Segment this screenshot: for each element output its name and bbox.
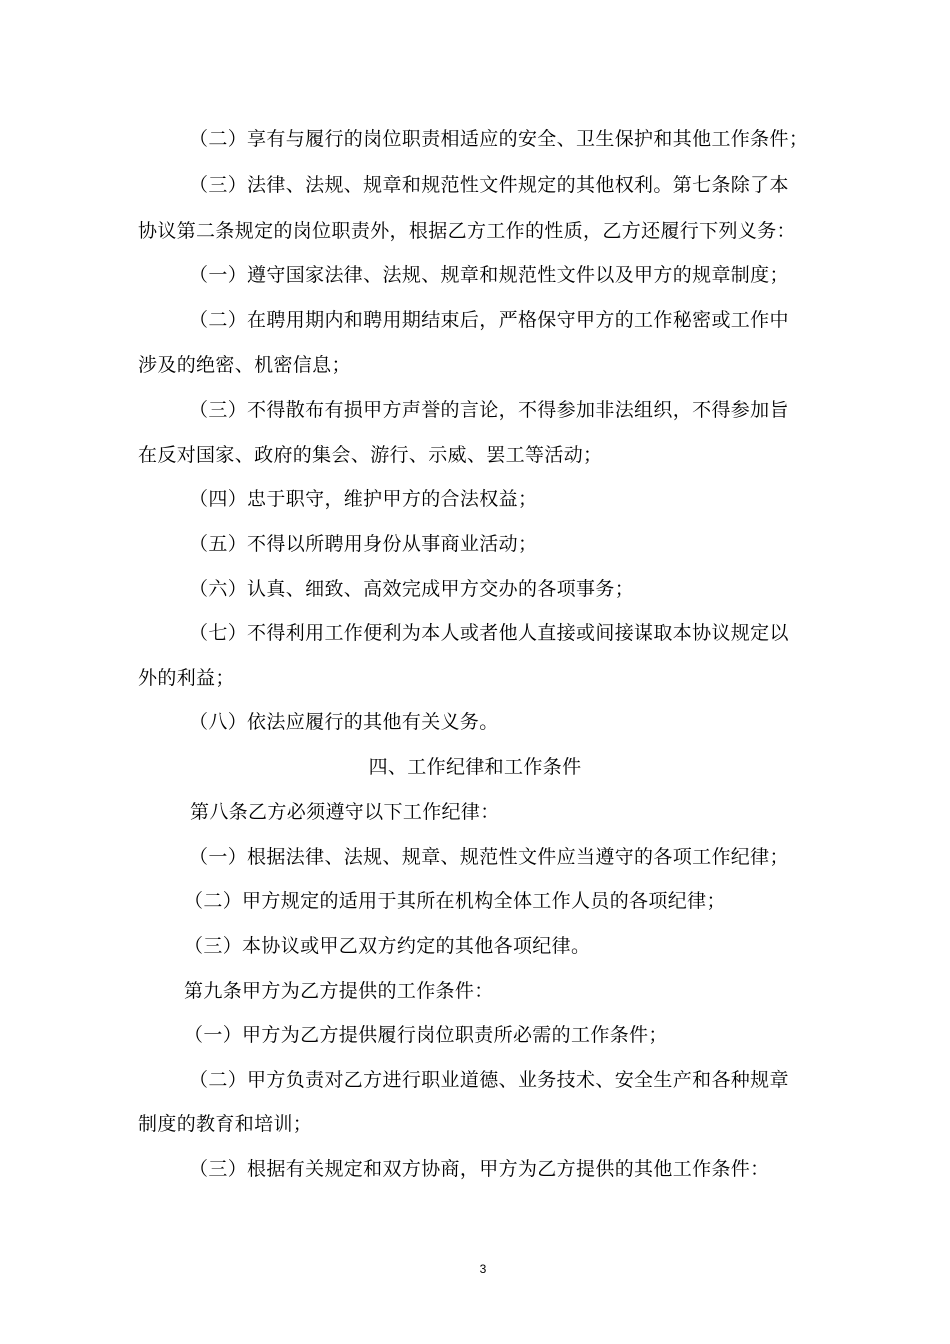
text-line: （二）甲方规定的适用于其所在机构全体工作人员的各项纪律； xyxy=(184,890,726,912)
text-line: （一）甲方为乙方提供履行岗位职责所必需的工作条件； xyxy=(184,1024,668,1046)
text-line: （三）根据有关规定和双方协商，甲方为乙方提供的其他工作条件： xyxy=(189,1158,770,1180)
text-line: 在反对国家、政府的集会、游行、示威、罢工等活动； xyxy=(138,444,603,466)
text-line: （一）遵守国家法律、法规、规章和规范性文件以及甲方的规章制度； xyxy=(189,264,789,286)
text-line: （三）法律、法规、规章和规范性文件规定的其他权利。第七条除了本 xyxy=(189,174,789,196)
text-line: 第九条甲方为乙方提供的工作条件： xyxy=(184,980,494,1002)
text-line: 第八条乙方必须遵守以下工作纪律： xyxy=(190,801,500,823)
text-line: （一）根据法律、法规、规章、规范性文件应当遵守的各项工作纪律； xyxy=(189,846,789,868)
text-line: 协议第二条规定的岗位职责外，根据乙方工作的性质，乙方还履行下列义务： xyxy=(138,220,796,242)
text-line: （三）本协议或甲乙双方约定的其他各项纪律。 xyxy=(184,935,591,957)
text-line: （六）认真、细致、高效完成甲方交办的各项事务； xyxy=(189,578,635,600)
text-line: （八）依法应履行的其他有关义务。 xyxy=(189,711,499,733)
section-heading: 四、工作纪律和工作条件 xyxy=(368,756,582,778)
text-line: 制度的教育和培训； xyxy=(138,1113,313,1135)
text-line: 外的利益； xyxy=(138,667,235,689)
text-line: （五）不得以所聘用身份从事商业活动； xyxy=(189,533,538,555)
text-line: （二）在聘用期内和聘用期结束后，严格保守甲方的工作秘密或工作中 xyxy=(189,309,789,331)
text-line: （四）忠于职守，维护甲方的合法权益； xyxy=(189,488,538,510)
page-number: 3 xyxy=(479,1262,487,1276)
text-line: （二）甲方负责对乙方进行职业道德、业务技术、安全生产和各种规章 xyxy=(189,1069,789,1091)
text-line: 涉及的绝密、机密信息； xyxy=(138,354,351,376)
text-line: （二）享有与履行的岗位职责相适应的安全、卫生保护和其他工作条件； xyxy=(189,128,809,150)
text-line: （七）不得利用工作便利为本人或者他人直接或间接谋取本协议规定以 xyxy=(189,622,789,644)
text-line: （三）不得散布有损甲方声誉的言论，不得参加非法组织，不得参加旨 xyxy=(189,399,789,421)
